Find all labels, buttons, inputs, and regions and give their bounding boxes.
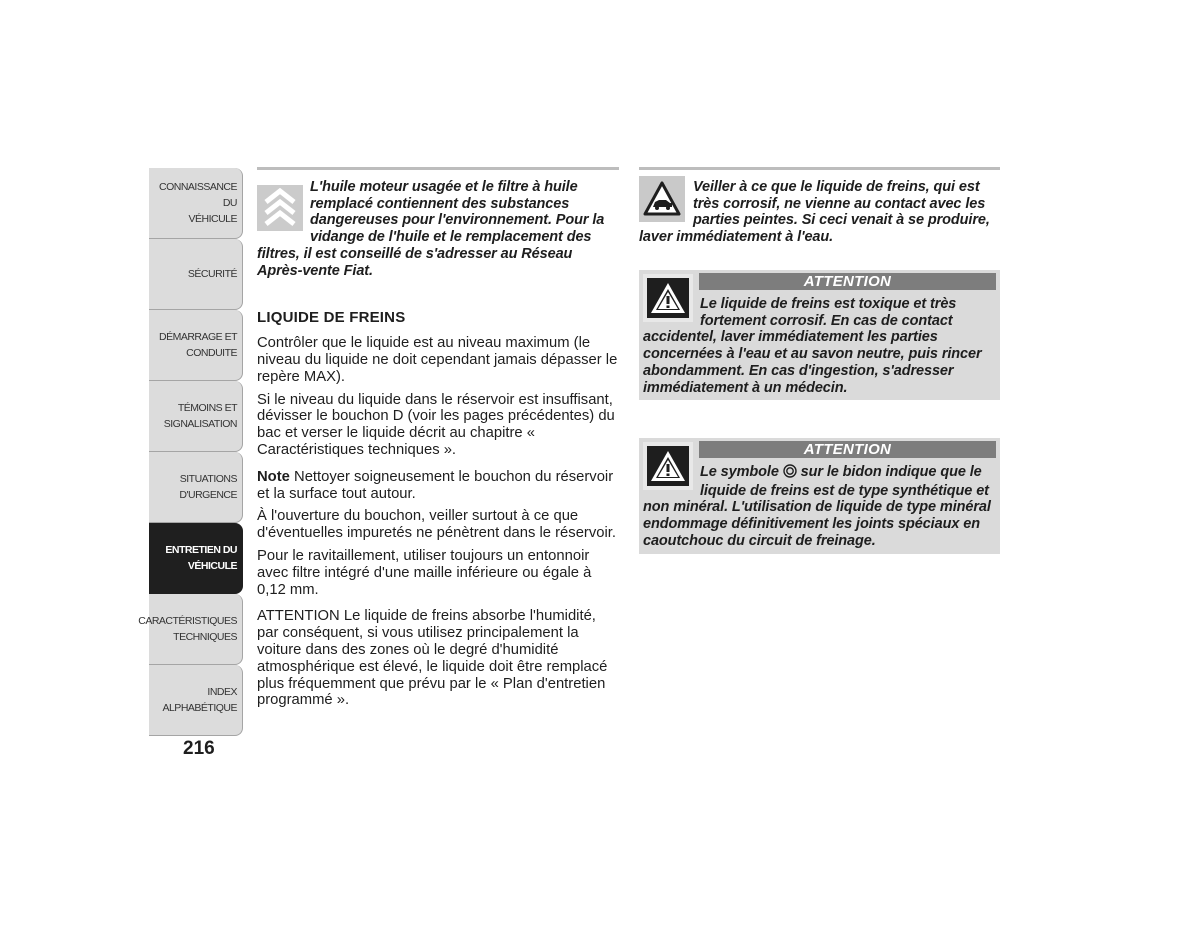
attention-text: Le liquide de freins est toxique et très fortement corrosif. En cas de contact accidentel, laver immédiatement les parties concernées à l'eau et au savon neutre, puis rincer abondamment. En cas d'ingestion, s'adresser immédiatement à un médecin. [643, 296, 982, 396]
attention-title: ATTENTION [699, 441, 996, 458]
tab-label: ALPHABÉTIQUE [162, 702, 237, 714]
tab-label: CARACTÉRISTIQUES [138, 615, 237, 627]
tab-label: ENTRETIEN DU [165, 544, 237, 556]
right-column [639, 167, 1000, 246]
attention-text-part: Le symbole [700, 464, 783, 480]
paragraph: À l'ouverture du bouchon, veiller surtout à ce que d'éventuelles impuretés ne pénètrent dans le réservoir. [257, 508, 616, 542]
tab-demarrage-conduite[interactable] [149, 310, 243, 381]
environment-note [257, 179, 619, 279]
tab-label: DÉMARRAGE ET [158, 331, 237, 343]
tab-entretien-vehicule[interactable] [149, 523, 243, 594]
tab-securite[interactable] [149, 239, 243, 310]
attention-text-part: sur le bidon indique que le liquide de freins est de type synthétique et non minéral. L'utilisation de liquide de type minéral endommage définitivement les joints spéciaux en caoutchouc du circuit de freinage. [643, 464, 991, 549]
tab-label: SÉCURITÉ [187, 268, 237, 280]
environment-note-text: L'huile moteur usagée et le filtre à huile remplacé contiennent des substances dangereuses pour l'environnement. Pour la vidange de l'huile et le remplacement des filtres, il est conseillé de s'adresser au Réseau Après-vente Fiat. [257, 179, 605, 279]
paint-warning-text: Veiller à ce que le liquide de freins, qui est très corrosif, ne vienne au contact avec les parties peintes. Si ceci venait à se produire, laver immédiatement à l'eau. [639, 179, 990, 246]
tab-label: INDEX [207, 686, 237, 698]
attention-box-toxic [639, 270, 1000, 400]
tab-label: D'URGENCE [179, 489, 237, 501]
note-paragraph [257, 469, 619, 503]
synthetic-fluid-icon [783, 464, 797, 483]
note-label: Note [257, 468, 290, 485]
note-text: Nettoyer soigneusement le bouchon du réservoir et la surface tout autour. [257, 468, 614, 502]
warning-triangle-icon [643, 274, 693, 322]
paragraph: Contrôler que le liquide est au niveau maximum (le niveau du liquide ne doit cependant jamais dépasser le repère MAX). [257, 335, 618, 385]
warning-triangle-icon [643, 442, 693, 490]
tab-label: TÉMOINS ET [177, 402, 237, 414]
tab-situations-urgence[interactable] [149, 452, 243, 523]
attention-box-synthetic [639, 438, 1000, 554]
tab-label: SITUATIONS [179, 473, 237, 485]
left-column [257, 167, 619, 715]
attention-title: ATTENTION [699, 273, 996, 290]
tab-temoins-signalisation[interactable] [149, 381, 243, 452]
attention-text [642, 464, 996, 550]
environment-icon [257, 185, 303, 231]
car-warning-icon [639, 176, 685, 222]
tab-label: VÉHICULE [187, 560, 237, 572]
page-number: 216 [183, 738, 215, 759]
paragraph: Pour le ravitaillement, utiliser toujours un entonnoir avec filtre intégré d'une maille inférieure ou égale à 0,12 mm. [257, 547, 592, 598]
tab-label: TECHNIQUES [173, 631, 237, 643]
section-title: LIQUIDE DE FREINS [257, 309, 406, 327]
tab-caracteristiques-techniques[interactable] [138, 594, 243, 665]
tab-label: CONDUITE [186, 347, 237, 359]
paint-warning [639, 170, 1000, 246]
top-rule [257, 167, 619, 170]
tab-index-alphabetique[interactable] [149, 665, 243, 736]
paragraph: Si le niveau du liquide dans le réservoir est insuffisant, dévisser le bouchon D (voir les pages précédentes) du bac et verser le liquide décrit au chapitre « Caractéristiques techniques ». [257, 391, 615, 458]
tab-label: CONNAISSANCE DU [158, 181, 237, 209]
paragraph: ATTENTION Le liquide de freins absorbe l'humidité, par conséquent, si vous utilisez principalement la voiture dans des zones où le degré d'humidité atmosphérique est élevé, le liquide doit être remplacé plus fréquemment que prévu par le « Plan d'entretien programmé ». [257, 608, 608, 709]
tab-label: VÉHICULE [188, 213, 237, 225]
tab-label: SIGNALISATION [163, 418, 237, 430]
chapter-tabs [138, 168, 243, 736]
tab-connaissance-vehicule[interactable] [149, 168, 243, 239]
